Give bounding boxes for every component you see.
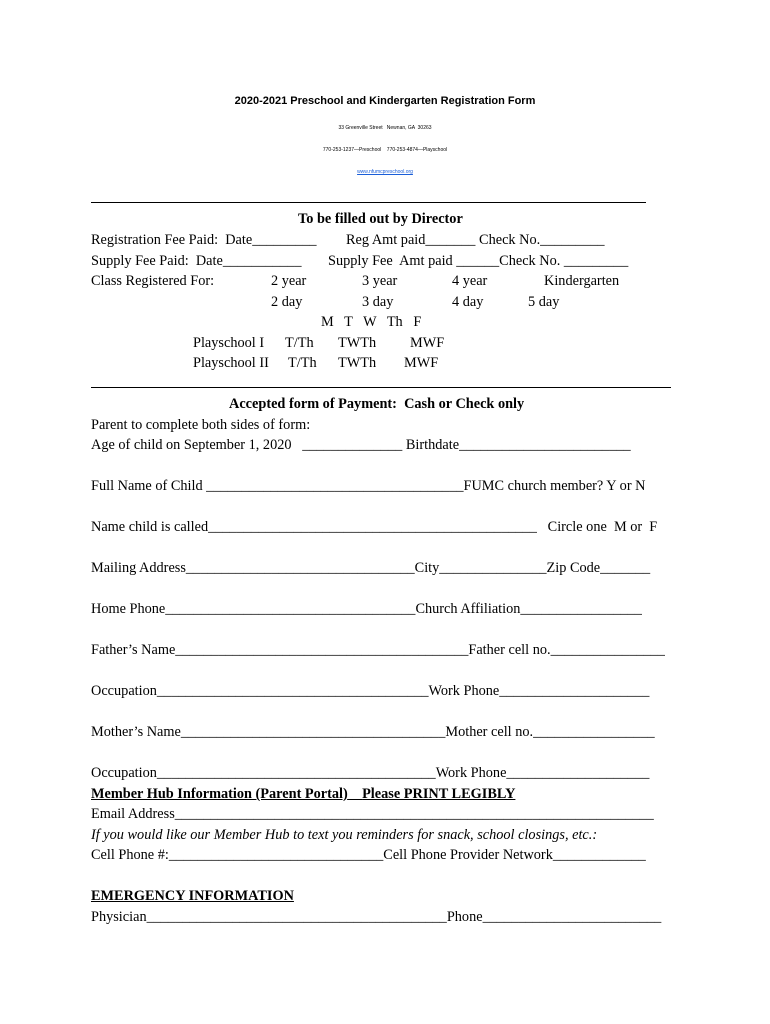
parent-instruction: Parent to complete both sides of form:	[91, 417, 311, 433]
school-address: 33 Greenville Street Newnan, GA 30263	[338, 125, 432, 131]
full-name-field[interactable]: Full Name of Child ____________________________________FUMC church member? Y or N	[91, 478, 646, 494]
sms-note: If you would like our Member Hub to text you reminders for snack, school closings, etc.:	[91, 827, 598, 843]
playschool-1-mwf: MWF	[410, 335, 445, 351]
class-option-3-year: 3 year	[362, 273, 398, 289]
class-option-2-year: 2 year	[271, 273, 307, 289]
mother-occupation-field[interactable]: Occupation_______________________________________Work Phone____________________	[91, 765, 650, 781]
father-name-field[interactable]: Father’s Name_________________________________________Father cell no.________________	[91, 642, 665, 658]
mailing-address-field[interactable]: Mailing Address________________________________City_______________Zip Code_______	[91, 560, 651, 576]
form-title: 2020-2021 Preschool and Kindergarten Registration Form	[234, 95, 536, 107]
member-hub-heading: Member Hub Information (Parent Portal)	[91, 786, 348, 802]
class-option-4-day: 4 day	[452, 294, 484, 310]
director-heading: To be filled out by Director	[298, 211, 463, 227]
reg-fee-label: Registration Fee Paid: Date_________	[91, 232, 317, 248]
cell-phone-field[interactable]: Cell Phone #:______________________________Cell Phone Provider Network_____________	[91, 847, 646, 863]
print-legibly-note: Please PRINT LEGIBLY	[362, 786, 516, 802]
member-hub-heading-line	[91, 787, 515, 801]
playschool-1-tth: T/Th	[285, 335, 314, 351]
father-occupation-field[interactable]: Occupation______________________________________Work Phone_____________________	[91, 683, 650, 699]
school-phones: 770-253-1237—Preschool 770-253-4874—Playschool	[322, 147, 448, 153]
class-option-2-day: 2 day	[271, 294, 303, 310]
payment-heading: Accepted form of Payment: Cash or Check only	[229, 396, 525, 412]
home-phone-field[interactable]: Home Phone___________________________________Church Affiliation_________________	[91, 601, 642, 617]
playschool-1-twth: TWTh	[338, 335, 377, 351]
supply-amt-label: Supply Fee Amt paid ______Check No. _________	[328, 253, 629, 269]
weekdays-row: M T W Th F	[321, 314, 422, 330]
playschool-2-mwf: MWF	[404, 355, 439, 371]
director-divider	[91, 387, 671, 388]
class-registered-label: Class Registered For:	[91, 273, 215, 289]
playschool-2-tth: T/Th	[288, 355, 317, 371]
class-option-3-day: 3 day	[362, 294, 394, 310]
reg-amt-label: Reg Amt paid_______ Check No._________	[346, 232, 605, 248]
website-link[interactable]: www.nfumcpreschool.org	[357, 169, 413, 175]
emergency-heading: EMERGENCY INFORMATION	[91, 888, 294, 904]
playschool-2-twth: TWTh	[338, 355, 377, 371]
class-option-5-day: 5 day	[528, 294, 560, 310]
name-called-field[interactable]: Name child is called______________________________________________ Circle one M or F	[91, 519, 658, 535]
class-option-kindergarten: Kindergarten	[544, 273, 620, 289]
age-birthdate-field[interactable]: Age of child on September 1, 2020 ______________ Birthdate________________________	[91, 437, 631, 453]
playschool-1-label: Playschool I	[193, 335, 265, 351]
class-option-4-year: 4 year	[452, 273, 488, 289]
supply-fee-label: Supply Fee Paid: Date___________	[91, 253, 302, 269]
email-field[interactable]: Email Address___________________________________________________________________	[91, 806, 654, 822]
physician-field[interactable]: Physician__________________________________________Phone_________________________	[91, 909, 662, 925]
header-divider	[91, 202, 646, 203]
playschool-2-label: Playschool II	[193, 355, 269, 371]
mother-name-field[interactable]: Mother’s Name_____________________________________Mother cell no._________________	[91, 724, 655, 740]
